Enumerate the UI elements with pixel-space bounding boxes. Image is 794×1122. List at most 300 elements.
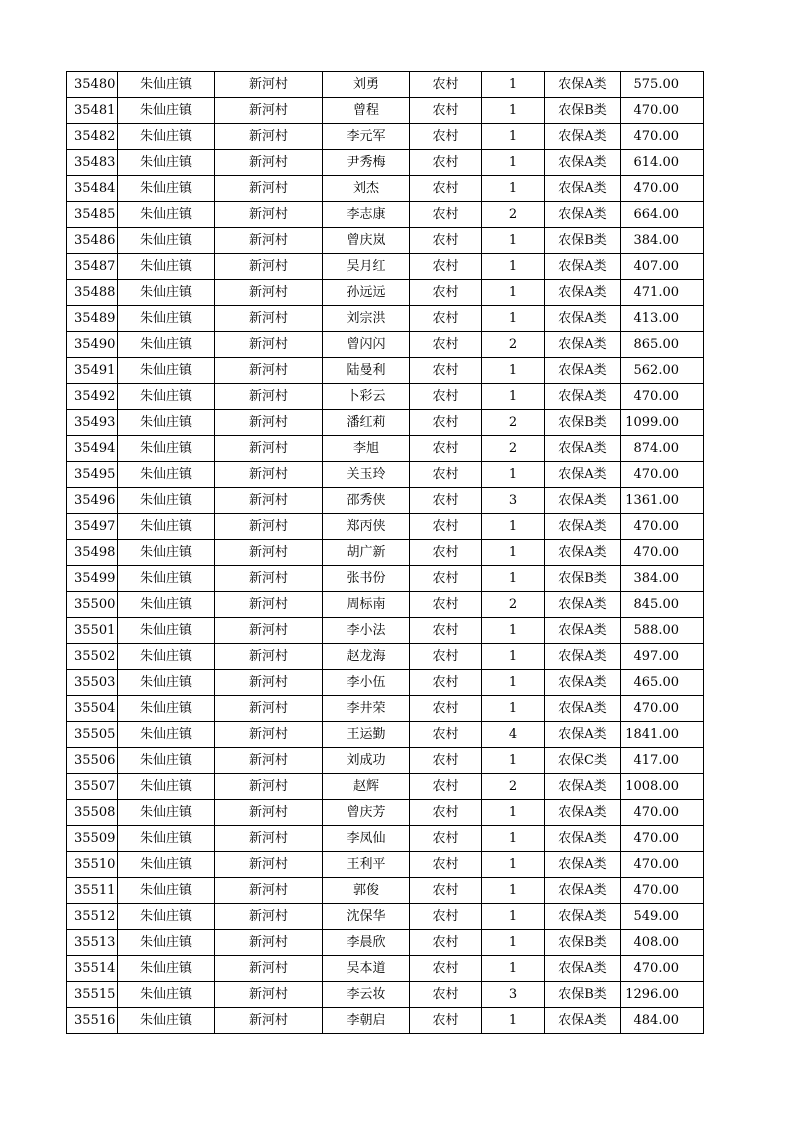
count-cell: 2 — [482, 774, 545, 800]
count-cell: 1 — [482, 72, 545, 98]
name-cell: 李志康 — [323, 202, 410, 228]
village-cell: 新河村 — [215, 982, 323, 1008]
table-row — [67, 280, 704, 306]
village-cell: 新河村 — [215, 514, 323, 540]
town-cell: 朱仙庄镇 — [118, 410, 215, 436]
town-cell: 朱仙庄镇 — [118, 696, 215, 722]
amount-cell: 562.00 — [621, 358, 704, 384]
count-cell: 1 — [482, 644, 545, 670]
name-cell: 吴月红 — [323, 254, 410, 280]
insurance-category-cell: 农保A类 — [545, 358, 621, 384]
record-id-cell: 35490 — [67, 332, 118, 358]
table-row — [67, 774, 704, 800]
record-id-cell: 35487 — [67, 254, 118, 280]
name-cell: 卜彩云 — [323, 384, 410, 410]
village-cell: 新河村 — [215, 670, 323, 696]
table-row — [67, 956, 704, 982]
amount-cell: 484.00 — [621, 1008, 704, 1034]
table-row — [67, 592, 704, 618]
insurance-category-cell: 农保B类 — [545, 566, 621, 592]
household-type-cell: 农村 — [410, 202, 482, 228]
name-cell: 王运勤 — [323, 722, 410, 748]
count-cell: 2 — [482, 332, 545, 358]
record-id-cell: 35511 — [67, 878, 118, 904]
insurance-category-cell: 农保A类 — [545, 124, 621, 150]
record-id-cell: 35491 — [67, 358, 118, 384]
household-type-cell: 农村 — [410, 176, 482, 202]
insurance-category-cell: 农保A类 — [545, 826, 621, 852]
village-cell: 新河村 — [215, 878, 323, 904]
record-id-cell: 35504 — [67, 696, 118, 722]
insurance-category-cell: 农保A类 — [545, 800, 621, 826]
record-id-cell: 35502 — [67, 644, 118, 670]
count-cell: 1 — [482, 930, 545, 956]
town-cell: 朱仙庄镇 — [118, 930, 215, 956]
name-cell: 刘宗洪 — [323, 306, 410, 332]
amount-cell: 407.00 — [621, 254, 704, 280]
record-id-cell: 35515 — [67, 982, 118, 1008]
town-cell: 朱仙庄镇 — [118, 514, 215, 540]
village-cell: 新河村 — [215, 696, 323, 722]
count-cell: 1 — [482, 696, 545, 722]
household-type-cell: 农村 — [410, 98, 482, 124]
household-type-cell: 农村 — [410, 618, 482, 644]
household-type-cell: 农村 — [410, 332, 482, 358]
table-row — [67, 618, 704, 644]
town-cell: 朱仙庄镇 — [118, 332, 215, 358]
table-row — [67, 436, 704, 462]
name-cell: 赵辉 — [323, 774, 410, 800]
village-cell: 新河村 — [215, 98, 323, 124]
table-row — [67, 384, 704, 410]
amount-cell: 470.00 — [621, 98, 704, 124]
village-cell: 新河村 — [215, 488, 323, 514]
insurance-category-cell: 农保A类 — [545, 436, 621, 462]
town-cell: 朱仙庄镇 — [118, 670, 215, 696]
household-type-cell: 农村 — [410, 488, 482, 514]
insurance-category-cell: 农保A类 — [545, 280, 621, 306]
name-cell: 李元军 — [323, 124, 410, 150]
amount-cell: 1008.00 — [621, 774, 704, 800]
amount-cell: 1099.00 — [621, 410, 704, 436]
record-id-cell: 35501 — [67, 618, 118, 644]
town-cell: 朱仙庄镇 — [118, 202, 215, 228]
household-type-cell: 农村 — [410, 670, 482, 696]
table-row — [67, 72, 704, 98]
household-type-cell: 农村 — [410, 982, 482, 1008]
town-cell: 朱仙庄镇 — [118, 722, 215, 748]
insurance-category-cell: 农保A类 — [545, 696, 621, 722]
record-id-cell: 35484 — [67, 176, 118, 202]
table-row — [67, 150, 704, 176]
amount-cell: 470.00 — [621, 540, 704, 566]
household-type-cell: 农村 — [410, 878, 482, 904]
household-type-cell: 农村 — [410, 774, 482, 800]
town-cell: 朱仙庄镇 — [118, 748, 215, 774]
table-row — [67, 332, 704, 358]
record-id-cell: 35493 — [67, 410, 118, 436]
insurance-category-cell: 农保A类 — [545, 540, 621, 566]
record-id-cell: 35512 — [67, 904, 118, 930]
town-cell: 朱仙庄镇 — [118, 540, 215, 566]
name-cell: 邵秀侠 — [323, 488, 410, 514]
town-cell: 朱仙庄镇 — [118, 826, 215, 852]
insurance-category-cell: 农保A类 — [545, 722, 621, 748]
village-cell: 新河村 — [215, 150, 323, 176]
amount-cell: 470.00 — [621, 696, 704, 722]
count-cell: 1 — [482, 748, 545, 774]
record-id-cell: 35481 — [67, 98, 118, 124]
count-cell: 1 — [482, 306, 545, 332]
record-id-cell: 35485 — [67, 202, 118, 228]
count-cell: 1 — [482, 228, 545, 254]
count-cell: 2 — [482, 202, 545, 228]
table-row — [67, 410, 704, 436]
insurance-category-cell: 农保A类 — [545, 150, 621, 176]
insurance-category-cell: 农保A类 — [545, 852, 621, 878]
village-cell: 新河村 — [215, 722, 323, 748]
table-row — [67, 722, 704, 748]
household-type-cell: 农村 — [410, 150, 482, 176]
count-cell: 1 — [482, 852, 545, 878]
name-cell: 关玉玲 — [323, 462, 410, 488]
table-row — [67, 852, 704, 878]
amount-cell: 874.00 — [621, 436, 704, 462]
insurance-category-cell: 农保A类 — [545, 72, 621, 98]
village-cell: 新河村 — [215, 644, 323, 670]
amount-cell: 465.00 — [621, 670, 704, 696]
insurance-category-cell: 农保A类 — [545, 488, 621, 514]
insurance-category-cell: 农保A类 — [545, 774, 621, 800]
town-cell: 朱仙庄镇 — [118, 852, 215, 878]
household-type-cell: 农村 — [410, 384, 482, 410]
count-cell: 1 — [482, 514, 545, 540]
count-cell: 3 — [482, 982, 545, 1008]
record-id-cell: 35505 — [67, 722, 118, 748]
count-cell: 1 — [482, 124, 545, 150]
town-cell: 朱仙庄镇 — [118, 228, 215, 254]
household-type-cell: 农村 — [410, 254, 482, 280]
record-id-cell: 35489 — [67, 306, 118, 332]
town-cell: 朱仙庄镇 — [118, 488, 215, 514]
record-id-cell: 35488 — [67, 280, 118, 306]
count-cell: 1 — [482, 98, 545, 124]
insurance-category-cell: 农保A类 — [545, 254, 621, 280]
count-cell: 1 — [482, 904, 545, 930]
table-row — [67, 306, 704, 332]
town-cell: 朱仙庄镇 — [118, 982, 215, 1008]
insurance-category-cell: 农保C类 — [545, 748, 621, 774]
town-cell: 朱仙庄镇 — [118, 644, 215, 670]
amount-cell: 471.00 — [621, 280, 704, 306]
amount-cell: 470.00 — [621, 852, 704, 878]
amount-cell: 1841.00 — [621, 722, 704, 748]
name-cell: 郭俊 — [323, 878, 410, 904]
table-row — [67, 202, 704, 228]
name-cell: 吴本道 — [323, 956, 410, 982]
record-id-cell: 35509 — [67, 826, 118, 852]
town-cell: 朱仙庄镇 — [118, 254, 215, 280]
household-type-cell: 农村 — [410, 228, 482, 254]
household-type-cell: 农村 — [410, 930, 482, 956]
table-row — [67, 462, 704, 488]
village-cell: 新河村 — [215, 826, 323, 852]
table-row — [67, 930, 704, 956]
village-cell: 新河村 — [215, 800, 323, 826]
town-cell: 朱仙庄镇 — [118, 618, 215, 644]
name-cell: 曾庆芳 — [323, 800, 410, 826]
count-cell: 4 — [482, 722, 545, 748]
town-cell: 朱仙庄镇 — [118, 124, 215, 150]
town-cell: 朱仙庄镇 — [118, 800, 215, 826]
count-cell: 2 — [482, 410, 545, 436]
record-id-cell: 35506 — [67, 748, 118, 774]
household-type-cell: 农村 — [410, 826, 482, 852]
amount-cell: 470.00 — [621, 176, 704, 202]
village-cell: 新河村 — [215, 930, 323, 956]
records-table — [66, 71, 704, 1034]
insurance-category-cell: 农保A类 — [545, 670, 621, 696]
amount-cell: 588.00 — [621, 618, 704, 644]
count-cell: 1 — [482, 280, 545, 306]
town-cell: 朱仙庄镇 — [118, 306, 215, 332]
count-cell: 1 — [482, 670, 545, 696]
record-id-cell: 35496 — [67, 488, 118, 514]
amount-cell: 470.00 — [621, 384, 704, 410]
name-cell: 曾程 — [323, 98, 410, 124]
village-cell: 新河村 — [215, 1008, 323, 1034]
village-cell: 新河村 — [215, 358, 323, 384]
record-id-cell: 35494 — [67, 436, 118, 462]
insurance-category-cell: 农保B类 — [545, 982, 621, 1008]
count-cell: 1 — [482, 878, 545, 904]
insurance-category-cell: 农保B类 — [545, 410, 621, 436]
village-cell: 新河村 — [215, 540, 323, 566]
count-cell: 3 — [482, 488, 545, 514]
count-cell: 1 — [482, 1008, 545, 1034]
name-cell: 郑丙侠 — [323, 514, 410, 540]
household-type-cell: 农村 — [410, 280, 482, 306]
town-cell: 朱仙庄镇 — [118, 150, 215, 176]
name-cell: 李凤仙 — [323, 826, 410, 852]
household-type-cell: 农村 — [410, 748, 482, 774]
insurance-category-cell: 农保A类 — [545, 1008, 621, 1034]
town-cell: 朱仙庄镇 — [118, 462, 215, 488]
table-row — [67, 644, 704, 670]
record-id-cell: 35499 — [67, 566, 118, 592]
household-type-cell: 农村 — [410, 514, 482, 540]
household-type-cell: 农村 — [410, 592, 482, 618]
record-id-cell: 35516 — [67, 1008, 118, 1034]
town-cell: 朱仙庄镇 — [118, 436, 215, 462]
amount-cell: 470.00 — [621, 826, 704, 852]
count-cell: 1 — [482, 254, 545, 280]
household-type-cell: 农村 — [410, 696, 482, 722]
count-cell: 2 — [482, 436, 545, 462]
household-type-cell: 农村 — [410, 800, 482, 826]
record-id-cell: 35510 — [67, 852, 118, 878]
table-row — [67, 800, 704, 826]
amount-cell: 497.00 — [621, 644, 704, 670]
amount-cell: 408.00 — [621, 930, 704, 956]
name-cell: 陆曼利 — [323, 358, 410, 384]
name-cell: 李井荣 — [323, 696, 410, 722]
village-cell: 新河村 — [215, 410, 323, 436]
town-cell: 朱仙庄镇 — [118, 904, 215, 930]
village-cell: 新河村 — [215, 124, 323, 150]
insurance-category-cell: 农保A类 — [545, 592, 621, 618]
record-id-cell: 35492 — [67, 384, 118, 410]
name-cell: 李旭 — [323, 436, 410, 462]
insurance-category-cell: 农保A类 — [545, 384, 621, 410]
amount-cell: 664.00 — [621, 202, 704, 228]
table-row — [67, 514, 704, 540]
insurance-category-cell: 农保A类 — [545, 956, 621, 982]
table-row — [67, 488, 704, 514]
town-cell: 朱仙庄镇 — [118, 878, 215, 904]
table-row — [67, 228, 704, 254]
count-cell: 1 — [482, 956, 545, 982]
count-cell: 1 — [482, 358, 545, 384]
insurance-category-cell: 农保B类 — [545, 228, 621, 254]
record-id-cell: 35503 — [67, 670, 118, 696]
count-cell: 1 — [482, 566, 545, 592]
village-cell: 新河村 — [215, 592, 323, 618]
table-row — [67, 124, 704, 150]
table-row — [67, 566, 704, 592]
town-cell: 朱仙庄镇 — [118, 384, 215, 410]
amount-cell: 384.00 — [621, 228, 704, 254]
name-cell: 王利平 — [323, 852, 410, 878]
town-cell: 朱仙庄镇 — [118, 98, 215, 124]
village-cell: 新河村 — [215, 72, 323, 98]
record-id-cell: 35508 — [67, 800, 118, 826]
amount-cell: 1361.00 — [621, 488, 704, 514]
record-id-cell: 35500 — [67, 592, 118, 618]
insurance-category-cell: 农保A类 — [545, 306, 621, 332]
household-type-cell: 农村 — [410, 956, 482, 982]
count-cell: 1 — [482, 384, 545, 410]
amount-cell: 575.00 — [621, 72, 704, 98]
village-cell: 新河村 — [215, 384, 323, 410]
insurance-category-cell: 农保A类 — [545, 202, 621, 228]
village-cell: 新河村 — [215, 176, 323, 202]
name-cell: 曾庆岚 — [323, 228, 410, 254]
records-table-body — [67, 72, 704, 1034]
amount-cell: 470.00 — [621, 514, 704, 540]
insurance-category-cell: 农保B类 — [545, 98, 621, 124]
count-cell: 1 — [482, 150, 545, 176]
town-cell: 朱仙庄镇 — [118, 956, 215, 982]
household-type-cell: 农村 — [410, 540, 482, 566]
table-row — [67, 670, 704, 696]
village-cell: 新河村 — [215, 462, 323, 488]
table-row — [67, 1008, 704, 1034]
count-cell: 1 — [482, 826, 545, 852]
village-cell: 新河村 — [215, 956, 323, 982]
count-cell: 1 — [482, 540, 545, 566]
insurance-category-cell: 农保A类 — [545, 514, 621, 540]
table-row — [67, 878, 704, 904]
count-cell: 1 — [482, 176, 545, 202]
amount-cell: 384.00 — [621, 566, 704, 592]
table-row — [67, 748, 704, 774]
name-cell: 李小伍 — [323, 670, 410, 696]
amount-cell: 470.00 — [621, 956, 704, 982]
insurance-category-cell: 农保A类 — [545, 618, 621, 644]
record-id-cell: 35514 — [67, 956, 118, 982]
count-cell: 2 — [482, 592, 545, 618]
table-row — [67, 176, 704, 202]
name-cell: 张书份 — [323, 566, 410, 592]
name-cell: 刘杰 — [323, 176, 410, 202]
household-type-cell: 农村 — [410, 644, 482, 670]
village-cell: 新河村 — [215, 904, 323, 930]
village-cell: 新河村 — [215, 748, 323, 774]
town-cell: 朱仙庄镇 — [118, 1008, 215, 1034]
table-row — [67, 696, 704, 722]
town-cell: 朱仙庄镇 — [118, 72, 215, 98]
name-cell: 刘成功 — [323, 748, 410, 774]
amount-cell: 413.00 — [621, 306, 704, 332]
insurance-category-cell: 农保A类 — [545, 644, 621, 670]
insurance-category-cell: 农保A类 — [545, 878, 621, 904]
name-cell: 曾闪闪 — [323, 332, 410, 358]
table-row — [67, 826, 704, 852]
count-cell: 1 — [482, 462, 545, 488]
table-row — [67, 904, 704, 930]
amount-cell: 470.00 — [621, 124, 704, 150]
record-id-cell: 35495 — [67, 462, 118, 488]
town-cell: 朱仙庄镇 — [118, 566, 215, 592]
insurance-category-cell: 农保A类 — [545, 176, 621, 202]
amount-cell: 549.00 — [621, 904, 704, 930]
record-id-cell: 35480 — [67, 72, 118, 98]
name-cell: 尹秀梅 — [323, 150, 410, 176]
insurance-category-cell: 农保A类 — [545, 462, 621, 488]
record-id-cell: 35507 — [67, 774, 118, 800]
household-type-cell: 农村 — [410, 124, 482, 150]
town-cell: 朱仙庄镇 — [118, 592, 215, 618]
village-cell: 新河村 — [215, 566, 323, 592]
amount-cell: 417.00 — [621, 748, 704, 774]
amount-cell: 865.00 — [621, 332, 704, 358]
household-type-cell: 农村 — [410, 722, 482, 748]
table-row — [67, 982, 704, 1008]
village-cell: 新河村 — [215, 254, 323, 280]
village-cell: 新河村 — [215, 436, 323, 462]
village-cell: 新河村 — [215, 332, 323, 358]
household-type-cell: 农村 — [410, 1008, 482, 1034]
count-cell: 1 — [482, 618, 545, 644]
name-cell: 周标南 — [323, 592, 410, 618]
name-cell: 李小法 — [323, 618, 410, 644]
household-type-cell: 农村 — [410, 852, 482, 878]
household-type-cell: 农村 — [410, 436, 482, 462]
amount-cell: 614.00 — [621, 150, 704, 176]
town-cell: 朱仙庄镇 — [118, 176, 215, 202]
amount-cell: 470.00 — [621, 800, 704, 826]
household-type-cell: 农村 — [410, 904, 482, 930]
town-cell: 朱仙庄镇 — [118, 280, 215, 306]
name-cell: 胡广新 — [323, 540, 410, 566]
village-cell: 新河村 — [215, 618, 323, 644]
household-type-cell: 农村 — [410, 462, 482, 488]
name-cell: 孙远远 — [323, 280, 410, 306]
record-id-cell: 35483 — [67, 150, 118, 176]
amount-cell: 845.00 — [621, 592, 704, 618]
amount-cell: 470.00 — [621, 462, 704, 488]
